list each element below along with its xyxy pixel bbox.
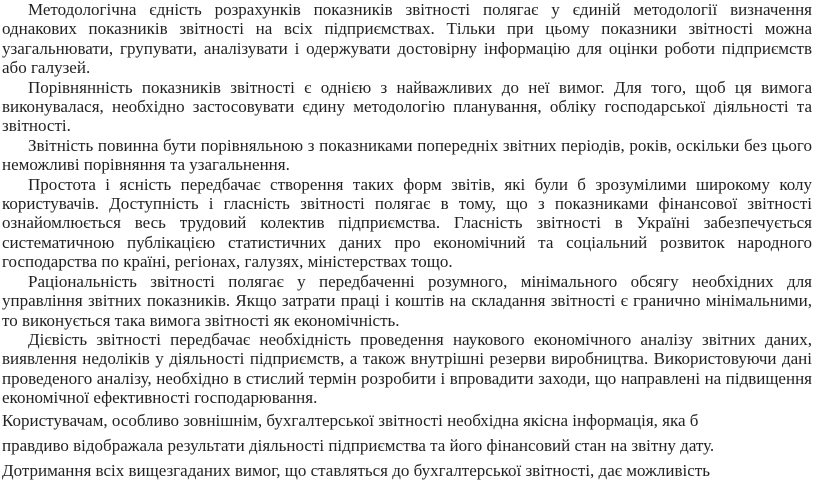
tail-line-2: правдиво відображала результати діяльності підприємства та його фінансовий стан на звітну дату. xyxy=(2,435,715,455)
paragraph-rationality: Раціональність звітності полягає у передбаченні розумного, мінімального обсягу необхідних для управління звітних показників. Якщо затрати праці і коштів на складання звітності є гранично мінімальними, то виконується така вимога звітності як економічність. xyxy=(2,271,812,330)
tail-line-3: Дотримання всіх вищезгаданих вимог, що ставляться до бухгалтерської звітності, дає можливість xyxy=(2,460,710,480)
paragraph-comparison-periods: Звітність повинна бути порівняльною з показниками попередніх звітних періодів, років, оскільки без цього неможливі порівняння та узагальнення. xyxy=(2,135,812,175)
paragraph-effectiveness: Дієвість звітності передбачає необхідність проведення наукового економічного аналізу звітних даних, виявлення недоліків у діяльності підприємств, а також внутрішні резерви виробництва. Використовуючи дані проведеного аналізу, необхідно в стислий термін розробити і впровадити заходи, що направлені на підвищення економічної ефективності господарювання. xyxy=(2,329,812,408)
tail-line-1: Користувачам, особливо зовнішнім, бухгалтерської звітності необхідна якісна інформація, яка б xyxy=(2,410,699,430)
paragraph-comparability: Порівнянність показників звітності є однією з найважливих до неї вимог. Для того, щоб ця вимога виконувалася, необхідно застосовувати єдину методологію планування, обліку господарської діяльності та звітності. xyxy=(2,77,812,136)
document-body xyxy=(2,0,812,483)
paragraph-methodological-unity: Методологічна єдність розрахунків показників звітності полягає у єдиній методології визначення однакових показників звітності на всіх підприємствах. Тільки при цьому показники звітності можна узагальнювати, групувати, аналізувати і одержувати достовірну інформацію для оцінки роботи підприємств або галузей. xyxy=(2,0,812,78)
paragraph-simplicity-clarity: Простота і ясність передбачає створення таких форм звітів, які були б зрозумілими широкому колу користувачів. Доступність і гласність звітності полягає в тому, що з показниками фінансової звітності ознайомлюється весь трудовий колектив підприємства. Гласність звітності в Україні забезпечується систематичною публікацією статистичних даних про економічний та соціальний розвиток народного господарства по країні, регіонах, галузях, міністерствах тощо. xyxy=(2,174,812,272)
